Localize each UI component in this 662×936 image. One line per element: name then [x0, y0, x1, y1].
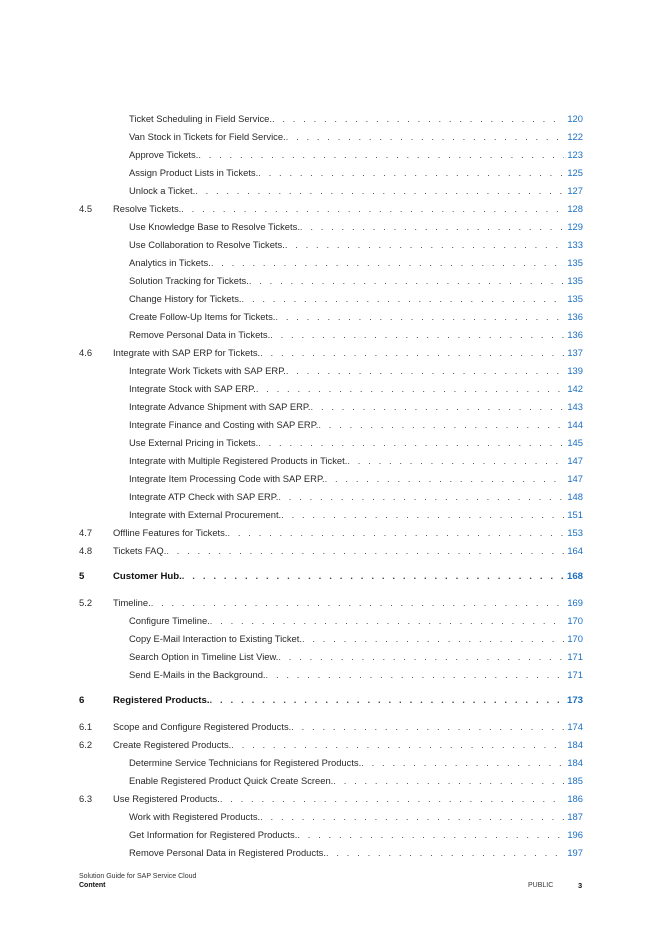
- toc-leader-dots: [325, 470, 565, 488]
- toc-leader-dots: [256, 380, 565, 398]
- toc-entry-title[interactable]: Remove Personal Data in Registered Products.: [129, 847, 326, 858]
- toc-entry-line: [129, 488, 583, 506]
- toc-entry[interactable]: [79, 718, 583, 736]
- toc-entry[interactable]: [79, 344, 583, 362]
- toc-page-link[interactable]: 147: [567, 455, 583, 466]
- toc-leader-dots: [318, 416, 564, 434]
- toc-page-link[interactable]: 122: [567, 131, 583, 142]
- toc-page-link[interactable]: 148: [567, 491, 583, 502]
- toc-entry[interactable]: [79, 110, 583, 128]
- toc-entry-line: [113, 736, 583, 754]
- toc-entry-line: [129, 666, 583, 684]
- toc-section-number: 4.7: [79, 527, 93, 538]
- toc-section-number: 5.2: [79, 597, 93, 608]
- toc-entry-line: [129, 380, 583, 398]
- toc-page-link[interactable]: 123: [567, 149, 583, 160]
- toc-entry-title[interactable]: Customer Hub.: [113, 571, 182, 582]
- toc-entry[interactable]: [79, 488, 583, 506]
- toc-leader-dots: [198, 146, 564, 164]
- toc-page-link[interactable]: 142: [567, 383, 583, 394]
- toc-page-link[interactable]: 133: [567, 239, 583, 250]
- toc-entry-line: [129, 754, 583, 772]
- toc-entry-title[interactable]: Integrate ATP Check with SAP ERP.: [129, 491, 279, 502]
- toc-entry[interactable]: [79, 808, 583, 826]
- toc-section-number: 6.2: [79, 739, 93, 750]
- toc-section-number: 4.8: [79, 545, 93, 556]
- toc-leader-dots: [260, 344, 564, 362]
- toc-entry-line: [129, 630, 583, 648]
- toc-entry[interactable]: [79, 146, 583, 164]
- toc-entry[interactable]: [79, 790, 583, 808]
- toc-entry-line: [129, 398, 583, 416]
- toc-page-link[interactable]: 171: [567, 669, 583, 680]
- toc-entry[interactable]: [79, 236, 583, 254]
- toc-entry-title[interactable]: Work with Registered Products.: [129, 811, 261, 822]
- toc-page-link[interactable]: 169: [567, 597, 583, 608]
- toc-entry[interactable]: [79, 326, 583, 344]
- toc-entry-title[interactable]: Registered Products.: [113, 695, 210, 706]
- toc-page-link[interactable]: 185: [567, 775, 583, 786]
- toc-entry-title[interactable]: Offline Features for Tickets.: [113, 527, 228, 538]
- toc-entry-title[interactable]: Integrate Stock with SAP ERP.: [129, 383, 256, 394]
- toc-entry-title[interactable]: Search Option in Timeline List View.: [129, 651, 279, 662]
- toc-leader-dots: [151, 594, 565, 612]
- toc-entry-title[interactable]: Tickets FAQ.: [113, 545, 167, 556]
- toc-leader-dots: [311, 398, 565, 416]
- toc-entry-line: [113, 344, 583, 362]
- toc-leader-dots: [272, 110, 564, 128]
- toc-entry[interactable]: [79, 772, 583, 790]
- toc-leader-dots: [182, 568, 564, 586]
- toc-leader-dots: [195, 182, 564, 200]
- toc-entry[interactable]: [79, 630, 583, 648]
- toc-entry-line: [129, 506, 583, 524]
- toc-entry-line: [129, 218, 583, 236]
- toc-entry[interactable]: [79, 164, 583, 182]
- toc-entry-line: [129, 844, 583, 862]
- toc-entry[interactable]: [79, 612, 583, 630]
- toc-page-link[interactable]: 135: [567, 257, 583, 268]
- toc-entry[interactable]: [79, 308, 583, 326]
- toc-page-link[interactable]: 173: [566, 695, 583, 706]
- toc-entry[interactable]: [79, 434, 583, 452]
- toc-entry-title[interactable]: Copy E-Mail Interaction to Existing Ticket.: [129, 633, 302, 644]
- toc-leader-dots: [278, 648, 564, 666]
- footer-document-title: Solution Guide for SAP Service Cloud: [79, 873, 197, 880]
- toc-entry-line: [129, 648, 583, 666]
- toc-leader-dots: [361, 754, 564, 772]
- toc-leader-dots: [242, 290, 565, 308]
- toc-leader-dots: [220, 790, 565, 808]
- toc-entry-title[interactable]: Remove Personal Data in Tickets.: [129, 329, 271, 340]
- toc-leader-dots: [258, 434, 564, 452]
- toc-entry-line: [113, 790, 583, 808]
- toc-section-number: 4.6: [79, 347, 93, 358]
- footer-page-number: 3: [578, 881, 583, 890]
- toc-entry-line: [129, 326, 583, 344]
- toc-page-link[interactable]: 137: [567, 347, 583, 358]
- table-of-contents: [79, 110, 583, 862]
- toc-entry[interactable]: [79, 128, 583, 146]
- toc-leader-dots: [270, 326, 564, 344]
- toc-entry[interactable]: [79, 736, 583, 754]
- toc-entry-title[interactable]: Timeline.: [113, 597, 151, 608]
- toc-entry-line: [129, 772, 583, 790]
- toc-entry-line: [129, 416, 583, 434]
- toc-entry[interactable]: [79, 272, 583, 290]
- toc-entry-line: [129, 470, 583, 488]
- toc-leader-dots: [302, 630, 564, 648]
- toc-entry-title[interactable]: Solution Tracking for Tickets.: [129, 275, 249, 286]
- toc-page-link[interactable]: 128: [567, 203, 583, 214]
- toc-entry-line: [129, 146, 583, 164]
- toc-page-link[interactable]: 170: [567, 615, 583, 626]
- toc-entry[interactable]: [79, 452, 583, 470]
- toc-page-link[interactable]: 151: [567, 509, 583, 520]
- toc-entry-title[interactable]: Determine Service Technicians for Registered Products.: [129, 757, 362, 768]
- toc-entry-line: [129, 110, 583, 128]
- toc-page-link[interactable]: 174: [567, 721, 583, 732]
- toc-entry[interactable]: [79, 380, 583, 398]
- toc-leader-dots: [210, 692, 564, 710]
- toc-entry-line: [129, 826, 583, 844]
- toc-entry[interactable]: [79, 524, 583, 542]
- toc-page-link[interactable]: 135: [567, 293, 583, 304]
- toc-entry-line: [129, 808, 583, 826]
- toc-entry-line: [129, 290, 583, 308]
- toc-entry-title[interactable]: Send E-Mails in the Background.: [129, 669, 266, 680]
- toc-entry[interactable]: [79, 218, 583, 236]
- toc-page-link[interactable]: 153: [567, 527, 583, 538]
- footer-classification: PUBLIC: [528, 882, 554, 889]
- toc-leader-dots: [181, 200, 564, 218]
- toc-entry-line: [113, 568, 583, 586]
- toc-entry-line: [129, 164, 583, 182]
- toc-entry-title[interactable]: Integrate Finance and Costing with SAP ERP.: [129, 419, 319, 430]
- toc-leader-dots: [258, 164, 564, 182]
- toc-leader-dots: [286, 128, 565, 146]
- toc-entry-title[interactable]: Integrate with Multiple Registered Products in Ticket.: [129, 455, 348, 466]
- toc-page-link[interactable]: 184: [567, 739, 583, 750]
- toc-page-link[interactable]: 197: [567, 847, 583, 858]
- toc-leader-dots: [227, 524, 564, 542]
- toc-leader-dots: [347, 452, 564, 470]
- toc-entry-line: [113, 200, 583, 218]
- toc-leader-dots: [266, 666, 565, 684]
- toc-entry-line: [113, 542, 583, 560]
- toc-entry-title[interactable]: Unlock a Ticket.: [129, 185, 196, 196]
- toc-leader-dots: [326, 844, 564, 862]
- toc-entry-line: [129, 236, 583, 254]
- toc-entry-line: [129, 182, 583, 200]
- toc-leader-dots: [333, 772, 564, 790]
- toc-entry-title[interactable]: Scope and Configure Registered Products.: [113, 721, 292, 732]
- toc-entry-line: [129, 362, 583, 380]
- toc-page-link[interactable]: 136: [567, 329, 583, 340]
- toc-entry-title[interactable]: Create Registered Products.: [113, 739, 232, 750]
- toc-entry-title[interactable]: Integrate Advance Shipment with SAP ERP.: [129, 401, 311, 412]
- toc-leader-dots: [297, 826, 564, 844]
- toc-chapter-entry[interactable]: [79, 692, 583, 710]
- toc-entry-title[interactable]: Analytics in Tickets.: [129, 257, 211, 268]
- toc-leader-dots: [281, 506, 564, 524]
- toc-entry-title[interactable]: Approve Tickets.: [129, 149, 199, 160]
- toc-section-number: 6.3: [79, 793, 93, 804]
- toc-entry-line: [113, 692, 583, 710]
- toc-page-link[interactable]: 168: [566, 571, 583, 582]
- toc-entry[interactable]: [79, 506, 583, 524]
- toc-page-link[interactable]: 164: [567, 545, 583, 556]
- toc-entry[interactable]: [79, 416, 583, 434]
- toc-leader-dots: [286, 362, 565, 380]
- toc-entry-line: [113, 718, 583, 736]
- toc-entry-line: [129, 452, 583, 470]
- toc-entry-line: [113, 594, 583, 612]
- toc-entry[interactable]: [79, 470, 583, 488]
- toc-entry-title[interactable]: Van Stock in Tickets for Field Service.: [129, 131, 286, 142]
- toc-leader-dots: [231, 736, 564, 754]
- toc-leader-dots: [260, 808, 564, 826]
- toc-page-link[interactable]: 144: [567, 419, 583, 430]
- toc-leader-dots: [275, 308, 564, 326]
- toc-entry-title[interactable]: Get Information for Registered Products.: [129, 829, 298, 840]
- toc-page-link[interactable]: 184: [567, 757, 583, 768]
- toc-entry-title[interactable]: Change History for Tickets.: [129, 293, 242, 304]
- toc-entry[interactable]: [79, 648, 583, 666]
- footer-section-name: Content: [79, 882, 106, 889]
- toc-entry-line: [129, 254, 583, 272]
- toc-section-number: 4.5: [79, 203, 93, 214]
- toc-entry-title[interactable]: Resolve Tickets.: [113, 203, 182, 214]
- toc-entry-title[interactable]: Use External Pricing in Tickets.: [129, 437, 259, 448]
- toc-entry[interactable]: [79, 182, 583, 200]
- toc-entry-line: [129, 272, 583, 290]
- toc-entry-title[interactable]: Create Follow-Up Items for Tickets.: [129, 311, 276, 322]
- toc-page-link[interactable]: 136: [567, 311, 583, 322]
- toc-entry-title[interactable]: Use Registered Products.: [113, 793, 220, 804]
- toc-leader-dots: [211, 254, 565, 272]
- toc-entry-title[interactable]: Configure Timeline.: [129, 615, 210, 626]
- toc-chapter-entry[interactable]: [79, 568, 583, 586]
- toc-page-link[interactable]: 135: [567, 275, 583, 286]
- toc-entry-line: [129, 612, 583, 630]
- toc-leader-dots: [285, 236, 565, 254]
- toc-entry-line: [113, 524, 583, 542]
- toc-page-link[interactable]: 120: [567, 113, 583, 124]
- toc-entry[interactable]: [79, 362, 583, 380]
- toc-leader-dots: [278, 488, 564, 506]
- toc-entry[interactable]: [79, 826, 583, 844]
- toc-entry[interactable]: [79, 398, 583, 416]
- toc-entry[interactable]: [79, 594, 583, 612]
- toc-entry-line: [129, 434, 583, 452]
- toc-entry-line: [129, 308, 583, 326]
- toc-page-link[interactable]: 171: [567, 651, 583, 662]
- toc-entry[interactable]: [79, 200, 583, 218]
- toc-entry-title[interactable]: Assign Product Lists in Tickets.: [129, 167, 259, 178]
- toc-leader-dots: [291, 718, 564, 736]
- toc-page-link[interactable]: 143: [567, 401, 583, 412]
- toc-entry-title[interactable]: Integrate Item Processing Code with SAP ERP.: [129, 473, 325, 484]
- toc-leader-dots: [249, 272, 565, 290]
- toc-entry-title[interactable]: Integrate with External Procurement.: [129, 509, 282, 520]
- toc-leader-dots: [210, 612, 565, 630]
- toc-page-link[interactable]: 145: [567, 437, 583, 448]
- toc-section-number: 6.1: [79, 721, 93, 732]
- toc-entry[interactable]: [79, 844, 583, 862]
- toc-page-link[interactable]: 147: [567, 473, 583, 484]
- toc-page-link[interactable]: 186: [567, 793, 583, 804]
- toc-page-link[interactable]: 127: [567, 185, 583, 196]
- toc-leader-dots: [300, 218, 564, 236]
- toc-section-number: 6: [79, 695, 85, 706]
- toc-page-link[interactable]: 125: [567, 167, 583, 178]
- toc-entry-title[interactable]: Integrate with SAP ERP for Tickets.: [113, 347, 261, 358]
- toc-entry-title[interactable]: Use Collaboration to Resolve Tickets.: [129, 239, 285, 250]
- toc-entry[interactable]: [79, 754, 583, 772]
- toc-entry-title[interactable]: Ticket Scheduling in Field Service.: [129, 113, 272, 124]
- toc-entry[interactable]: [79, 542, 583, 560]
- toc-page-link[interactable]: 139: [567, 365, 583, 376]
- toc-page-link[interactable]: 196: [567, 829, 583, 840]
- toc-entry-line: [129, 128, 583, 146]
- toc-entry-title[interactable]: Enable Registered Product Quick Create Screen.: [129, 775, 334, 786]
- toc-page-link[interactable]: 187: [567, 811, 583, 822]
- toc-entry[interactable]: [79, 290, 583, 308]
- toc-entry-title[interactable]: Use Knowledge Base to Resolve Tickets.: [129, 221, 300, 232]
- toc-page-link[interactable]: 170: [567, 633, 583, 644]
- toc-entry-title[interactable]: Integrate Work Tickets with SAP ERP.: [129, 365, 286, 376]
- toc-leader-dots: [166, 542, 564, 560]
- toc-section-number: 5: [79, 571, 85, 582]
- toc-page-link[interactable]: 129: [567, 221, 583, 232]
- toc-entry[interactable]: [79, 254, 583, 272]
- toc-entry[interactable]: [79, 666, 583, 684]
